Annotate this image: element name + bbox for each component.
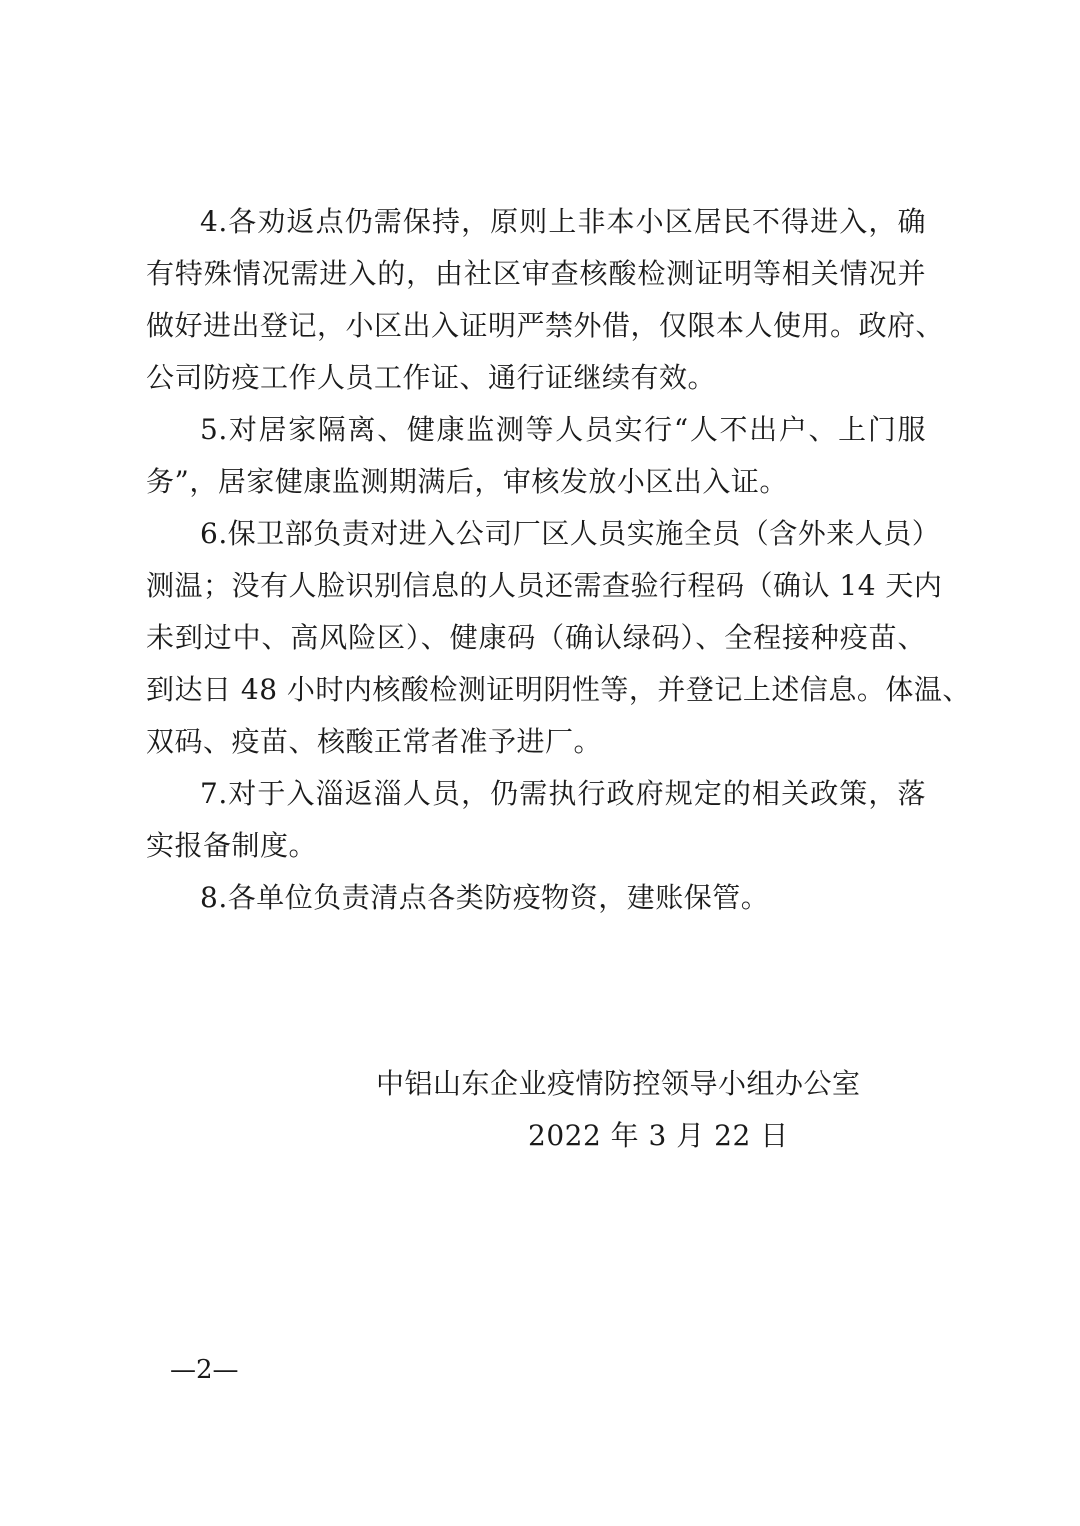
paragraph-4-line-4: 公司防疫工作人员工作证、通行证继续有效。 — [146, 361, 717, 394]
paragraph-4-line-3: 做好进出登记，小区出入证明严禁外借，仅限本人使用。政府、 — [146, 309, 945, 342]
paragraph-7-line-1: 7.对于入淄返淄人员，仍需执行政府规定的相关政策，落 — [200, 777, 926, 810]
paragraph-4-line-1: 4.各劝返点仍需保持，原则上非本小区居民不得进入，确 — [200, 205, 926, 238]
paragraph-6-line-4: 到达日 48 小时内核酸检测证明阴性等，并登记上述信息。体温、 — [146, 673, 971, 706]
paragraph-7-line-2: 实报备制度。 — [146, 829, 318, 862]
paragraph-4-line-2: 有特殊情况需进入的，由社区审查核酸检测证明等相关情况并 — [146, 257, 926, 290]
paragraph-5-line-1: 5.对居家隔离、健康监测等人员实行“人不出户、上门服 — [200, 413, 926, 446]
paragraph-8-line-1: 8.各单位负责清点各类防疫物资，建账保管。 — [200, 881, 770, 914]
paragraph-6-line-5: 双码、疫苗、核酸正常者准予进厂。 — [146, 725, 603, 758]
paragraph-6-line-1: 6.保卫部负责对进入公司厂区人员实施全员（含外来人员） — [200, 517, 941, 550]
paragraph-6-line-3: 未到过中、高风险区）、健康码（确认绿码）、全程接种疫苗、 — [146, 621, 926, 654]
signature-date: 2022 年 3 月 22 日 — [528, 1119, 789, 1152]
page-number: —2— — [170, 1355, 239, 1385]
signature-organization: 中铝山东企业疫情防控领导小组办公室 — [376, 1067, 861, 1100]
paragraph-5-line-2: 务”，居家健康监测期满后，审核发放小区出入证。 — [146, 465, 788, 498]
paragraph-6-line-2: 测温；没有人脸识别信息的人员还需查验行程码（确认 14 天内 — [146, 569, 943, 602]
